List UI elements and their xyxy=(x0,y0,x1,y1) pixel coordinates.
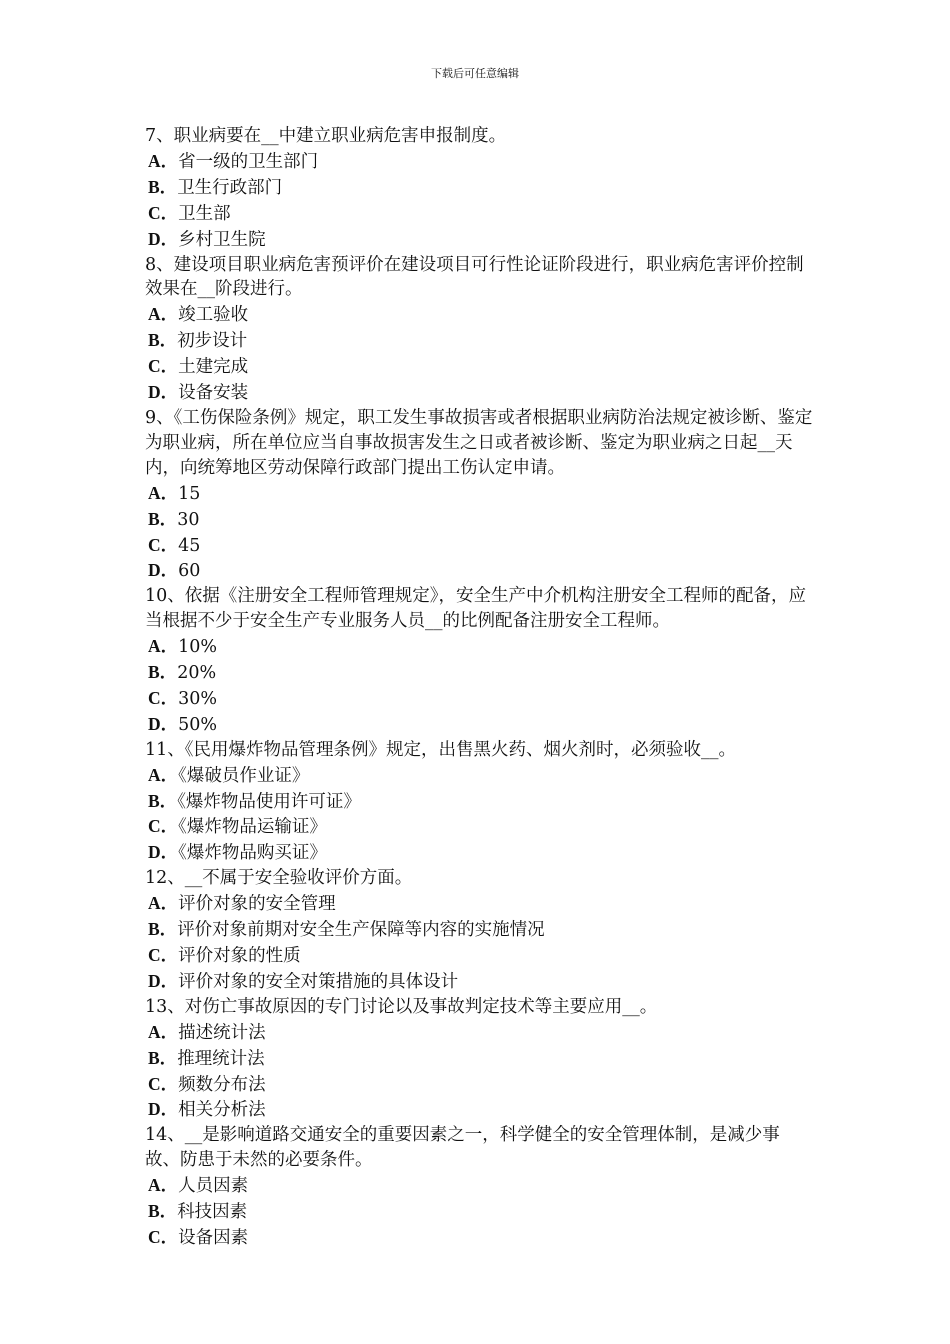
option-list xyxy=(145,891,813,995)
option-item xyxy=(145,917,813,943)
option-item xyxy=(145,1097,813,1123)
option-letter: A． xyxy=(148,1175,179,1196)
question-stem: 7、职业病要在__中建立职业病危害申报制度。 xyxy=(145,126,507,146)
option-item xyxy=(145,634,813,660)
option-letter: B． xyxy=(148,790,178,811)
option-letter: B． xyxy=(148,1201,178,1222)
question-block xyxy=(145,738,813,867)
page-header: 下载后可任意编辑 xyxy=(431,67,519,80)
option-text: 乡村卫生院 xyxy=(178,229,266,250)
option-text: 频数分布法 xyxy=(178,1074,266,1095)
option-letter: D． xyxy=(148,382,179,403)
question-stem: 11、《民用爆炸物品管理条例》规定，出售黑火药、烟火剂时，必须验收__。 xyxy=(145,739,737,760)
option-text: 相关分析法 xyxy=(178,1100,266,1121)
option-text: 《爆炸物品购买证》 xyxy=(178,843,327,864)
option-letter: A． xyxy=(148,150,179,171)
option-text: 设备因素 xyxy=(178,1227,249,1248)
option-letter: A． xyxy=(148,1021,179,1042)
option-text: 评价对象的性质 xyxy=(178,946,301,966)
option-letter: C． xyxy=(148,1226,179,1247)
option-text: 评价对象的安全管理 xyxy=(178,894,336,915)
option-list xyxy=(145,1020,813,1124)
option-list xyxy=(145,1173,813,1251)
option-text: 30% xyxy=(178,688,218,709)
option-text: 省一级的卫生部门 xyxy=(178,151,319,172)
option-letter: A． xyxy=(148,893,179,914)
option-text: 50% xyxy=(178,714,218,735)
option-item xyxy=(145,660,813,686)
question-block xyxy=(145,253,813,406)
option-letter: B． xyxy=(148,1047,178,1068)
option-text: 卫生行政部门 xyxy=(177,177,283,198)
option-item xyxy=(145,533,813,559)
question-stem: 10、依据《注册安全工程师管理规定》，安全生产中介机构注册安全工程师的配备，应当根据不少于安全生产专业服务人员__的比例配备注册安全工程师。 xyxy=(145,586,807,632)
option-letter: B． xyxy=(148,176,178,197)
option-item xyxy=(145,558,813,584)
option-item xyxy=(145,1199,813,1225)
option-letter: B． xyxy=(148,508,178,529)
question-block xyxy=(145,866,813,995)
option-text: 土建完成 xyxy=(178,357,249,378)
option-item xyxy=(145,175,813,201)
option-text: 评价对象前期对安全生产保障等内容的实施情况 xyxy=(177,920,545,941)
option-text: 《爆炸物品运输证》 xyxy=(178,817,327,838)
question-list xyxy=(145,124,813,1251)
question-block xyxy=(145,1123,813,1251)
option-item xyxy=(145,840,813,866)
option-item xyxy=(145,354,813,380)
option-text: 《爆破员作业证》 xyxy=(178,765,310,786)
option-letter: C． xyxy=(148,816,179,837)
option-item xyxy=(145,149,813,175)
option-letter: D． xyxy=(148,228,179,249)
option-text: 设备安装 xyxy=(178,383,249,404)
option-list xyxy=(145,634,813,738)
question-block xyxy=(145,406,813,584)
option-item xyxy=(145,201,813,227)
option-letter: B． xyxy=(148,919,178,940)
question-block xyxy=(145,995,813,1124)
option-letter: D． xyxy=(148,842,179,863)
option-item xyxy=(145,712,813,738)
option-item xyxy=(145,891,813,917)
option-item xyxy=(145,507,813,533)
option-text: 推理统计法 xyxy=(177,1048,265,1069)
option-list xyxy=(145,302,813,406)
option-letter: B． xyxy=(148,662,178,683)
option-letter: C． xyxy=(148,945,179,965)
option-text: 竣工验收 xyxy=(178,305,249,326)
option-letter: B． xyxy=(148,330,178,351)
option-letter: D． xyxy=(148,1099,179,1120)
option-text: 人员因素 xyxy=(178,1176,249,1197)
option-text: 初步设计 xyxy=(177,331,248,352)
option-text: 描述统计法 xyxy=(178,1022,266,1043)
option-text: 评价对象的安全对策措施的具体设计 xyxy=(178,971,459,992)
option-letter: A． xyxy=(148,304,179,325)
option-letter: C． xyxy=(148,687,179,708)
option-item xyxy=(145,814,813,840)
option-item xyxy=(145,943,813,969)
question-block xyxy=(145,124,813,253)
option-letter: C． xyxy=(148,202,179,223)
question-block xyxy=(145,584,813,737)
option-item xyxy=(145,302,813,328)
option-item xyxy=(145,763,813,789)
option-letter: A． xyxy=(148,482,179,503)
option-letter: C． xyxy=(148,534,179,555)
option-letter: D． xyxy=(148,560,179,581)
question-stem: 12、__不属于安全验收评价方面。 xyxy=(145,868,413,889)
option-item xyxy=(145,481,813,507)
option-letter: D． xyxy=(148,713,179,734)
option-text: 卫生部 xyxy=(178,203,231,224)
option-text: 《爆炸物品使用许可证》 xyxy=(177,791,361,812)
option-item xyxy=(145,328,813,354)
question-stem: 8、建设项目职业病危害预评价在建设项目可行性论证阶段进行，职业病危害评价控制效果在__阶段进行。 xyxy=(145,254,804,300)
option-list xyxy=(145,481,813,585)
option-item xyxy=(145,1046,813,1072)
option-item xyxy=(145,380,813,406)
option-text: 15 xyxy=(178,483,201,504)
option-item xyxy=(145,686,813,712)
option-list xyxy=(145,149,813,253)
option-item xyxy=(145,1020,813,1046)
option-item xyxy=(145,969,813,995)
option-item xyxy=(145,1072,813,1098)
option-text: 30 xyxy=(177,509,200,530)
option-letter: D． xyxy=(148,970,179,991)
question-stem: 14、__是影响道路交通安全的重要因素之一，科学健全的安全管理体制，是减少事故、防患于未然的必要条件。 xyxy=(145,1125,780,1171)
option-text: 20% xyxy=(177,663,217,684)
option-item xyxy=(145,1225,813,1251)
option-letter: C． xyxy=(148,1073,179,1094)
option-text: 科技因素 xyxy=(177,1202,248,1223)
option-item xyxy=(145,227,813,253)
question-stem: 9、《工伤保险条例》规定，职工发生事故损害或者根据职业病防治法规定被诊断、鉴定为职业病，所在单位应当自事故损害发生之日或者被诊断、鉴定为职业病之日起__天内，向统筹地区劳动保障行政部门提出工伤认定申请。 xyxy=(145,407,813,478)
question-stem: 13、对伤亡事故原因的专门讨论以及事故判定技术等主要应用__。 xyxy=(145,996,658,1017)
option-letter: C． xyxy=(148,356,179,377)
option-text: 45 xyxy=(178,535,201,556)
option-letter: A． xyxy=(148,636,179,657)
option-text: 10% xyxy=(178,637,218,658)
option-item xyxy=(145,789,813,815)
option-item xyxy=(145,1173,813,1199)
option-text: 60 xyxy=(178,561,201,582)
option-letter: A． xyxy=(148,764,179,785)
option-list xyxy=(145,763,813,867)
